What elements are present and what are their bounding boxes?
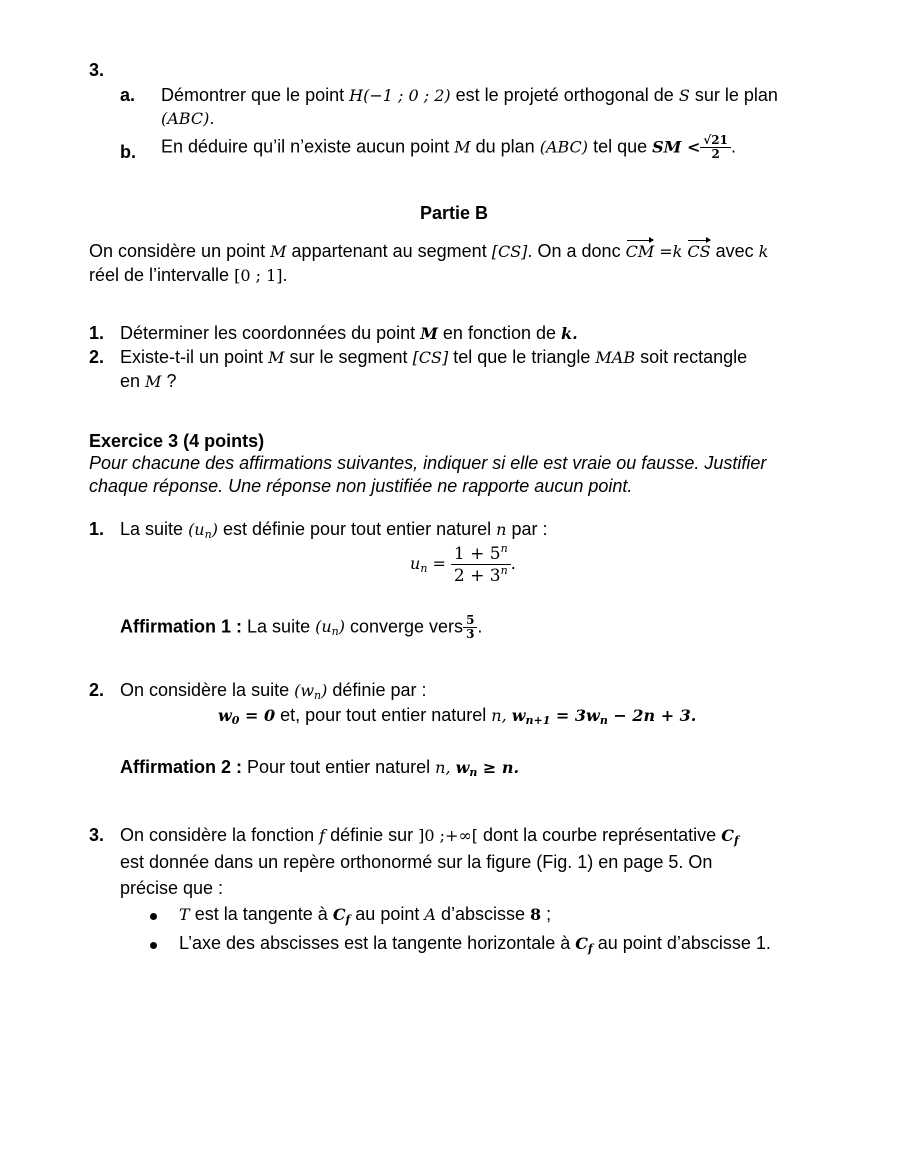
- formula-un: $u_n$ = $\frac{1 + 5^n}{2 + 3^n}$ .: [410, 542, 516, 586]
- list-number: 2.: [89, 680, 105, 700]
- exercise-instructions-line1: Pour chacune des affirmations suivantes, indiquer si elle est vraie ou fausse. Justifier: [89, 453, 767, 473]
- exercise-title: Exercice 3 (4 points): [89, 431, 265, 451]
- section-title: Partie B: [419, 203, 489, 223]
- exercise-instructions-line2: chaque réponse. Une réponse non justifiée ne rapporte aucun point.: [89, 476, 633, 496]
- question-number: 3.: [89, 60, 105, 80]
- question-3-line3: précise que :: [120, 878, 224, 898]
- bullet-item-2: L’axe des abscisses est la tangente horizontale à $C_f$ au point d’abscisse 1.: [179, 933, 771, 955]
- formula-wn: $w_0 = 0$ et, pour tout entier naturel n, $w_{n+1} = 3w_n - 2n + 3$.: [218, 705, 697, 727]
- bullet-item-1: T est la tangente à $C_f$ au point A d’abscisse 8 ;: [179, 904, 552, 926]
- list-number: 2.: [89, 347, 105, 367]
- partie-b-intro-line2: réel de l’intervalle [0 ; 1].: [89, 265, 288, 285]
- affirmation-1: Affirmation 1 : La suite $(u_n)$ converge vers $\frac{5}{3}$ .: [120, 613, 483, 642]
- bullet-2: [150, 933, 157, 956]
- list-number: 1.: [89, 519, 105, 539]
- question-3-line1: On considère la fonction f définie sur ]0 ;+∞[ dont la courbe représentative $C_f$: [120, 825, 739, 847]
- subquestion-a-line1: Démontrer que le point H(−1 ; 0 ; 2) est le projeté orthogonal de S sur le plan: [161, 85, 778, 105]
- bullet-icon: [150, 913, 157, 920]
- bullet-icon: [150, 942, 157, 949]
- list-item: Existe-t-il un point M sur le segment [CS] tel que le triangle MAB soit rectangle: [120, 347, 748, 367]
- list-item: Déterminer les coordonnées du point M en fonction de k.: [120, 323, 578, 343]
- list-number: 1.: [89, 323, 105, 343]
- subquestion-label: a.: [120, 85, 136, 105]
- question-1-text: La suite $(u_n)$ est définie pour tout entier naturel n par :: [120, 519, 548, 541]
- question-2-text: On considère la suite $(w_n)$ définie par :: [120, 680, 427, 702]
- subquestion-a-line2: (ABC).: [161, 109, 215, 128]
- bullet-1: [150, 904, 157, 927]
- list-item-continuation: en M ?: [120, 371, 177, 391]
- subquestion-label: b.: [120, 142, 136, 162]
- question-3-line2: est donnée dans un repère orthonormé sur la figure (Fig. 1) en page 5. On: [120, 852, 713, 872]
- list-number: 3.: [89, 825, 105, 845]
- partie-b-intro-line1: On considère un point M appartenant au segment [CS]. On a donc CM =k CS avec k: [89, 241, 769, 261]
- subquestion-b-line: En déduire qu’il n’existe aucun point M du plan (ABC) tel que SM < $\frac{√21}{2}$ .: [161, 133, 736, 162]
- affirmation-2: Affirmation 2 : Pour tout entier naturel n, $w_n \ge n$.: [120, 757, 520, 779]
